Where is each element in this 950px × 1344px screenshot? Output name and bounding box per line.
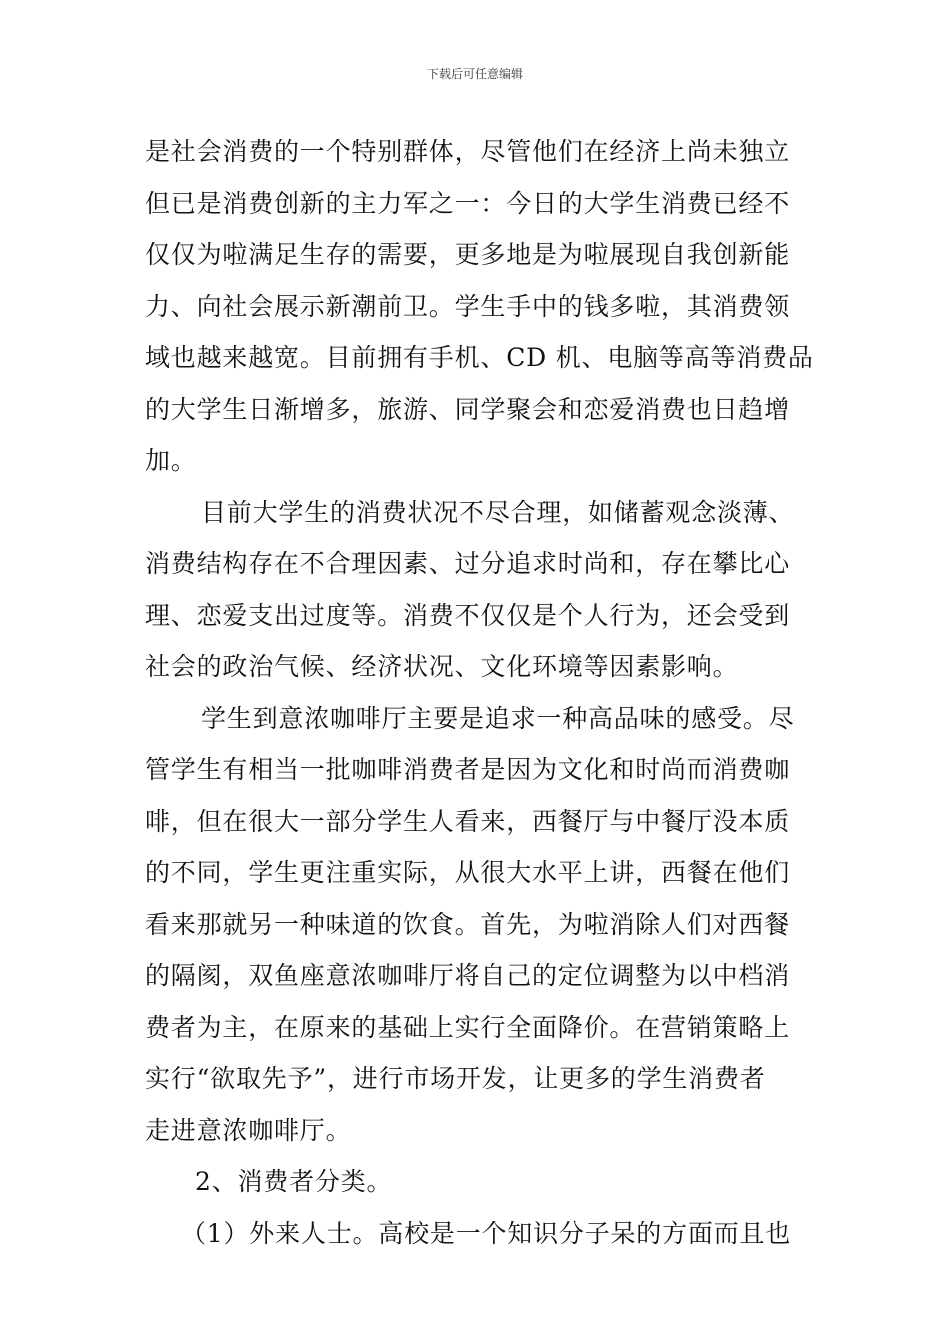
paragraph-start-line: 目前大学生的消费状况不尽合理，如储蓄观念淡薄、	[201, 497, 795, 527]
text-line: 管学生有相当一批咖啡消费者是因为文化和时尚而消费咖	[145, 755, 791, 784]
document-body	[145, 126, 814, 1259]
text-line: 实行“欲取先予”，进行市场开发，让更多的学生消费者	[145, 1064, 766, 1093]
text-line: 是社会消费的一个特别群体，尽管他们在经济上尚未独立	[145, 137, 791, 166]
text-line: 加。	[145, 446, 197, 475]
text-line: 的大学生日渐增多，旅游、同学聚会和恋爱消费也日趋增	[145, 394, 791, 424]
text-line: 消费结构存在不合理因素、过分追求时尚和，存在攀比心	[145, 549, 791, 578]
subsection-line: （1）外来人士。高校是一个知识分子呆的方面而且也	[181, 1218, 792, 1248]
text-line: 社会的政治气候、经济状况、文化环境等因素影响。	[145, 652, 739, 681]
paragraph-start-line: 学生到意浓咖啡厅主要是追求一种高品味的感受。尽	[201, 703, 795, 733]
text-line: 域也越来越宽。目前拥有手机、CD 机、电脑等高等消费品	[145, 343, 814, 372]
text-line: 看来那就另一种味道的饮食。首先，为啦消除人们对西餐	[145, 909, 791, 939]
text-line: 啡，但在很大一部分学生人看来，西餐厅与中餐厅没本质	[145, 806, 791, 836]
text-line: 力、向社会展示新潮前卫。学生手中的钱多啦，其消费领	[145, 291, 791, 321]
text-line: 理、恋爱支出过度等。消费不仅仅是个人行为，还会受到	[145, 600, 791, 630]
page-header: 下载后可任意编辑	[426, 67, 523, 81]
section-heading: 2、消费者分类。	[195, 1167, 393, 1196]
text-line: 的隔阂，双鱼座意浓咖啡厅将自己的定位调整为以中档消	[145, 961, 791, 990]
text-line: 仅仅为啦满足生存的需要，更多地是为啦展现自我创新能	[145, 240, 791, 269]
text-line: 但已是消费创新的主力军之一：今日的大学生消费已经不	[145, 188, 791, 218]
text-line: 费者为主，在原来的基础上实行全面降价。在营销策略上	[145, 1012, 791, 1042]
text-line: 走进意浓咖啡厅。	[145, 1115, 352, 1145]
text-line: 的不同，学生更注重实际，从很大水平上讲，西餐在他们	[145, 858, 791, 887]
